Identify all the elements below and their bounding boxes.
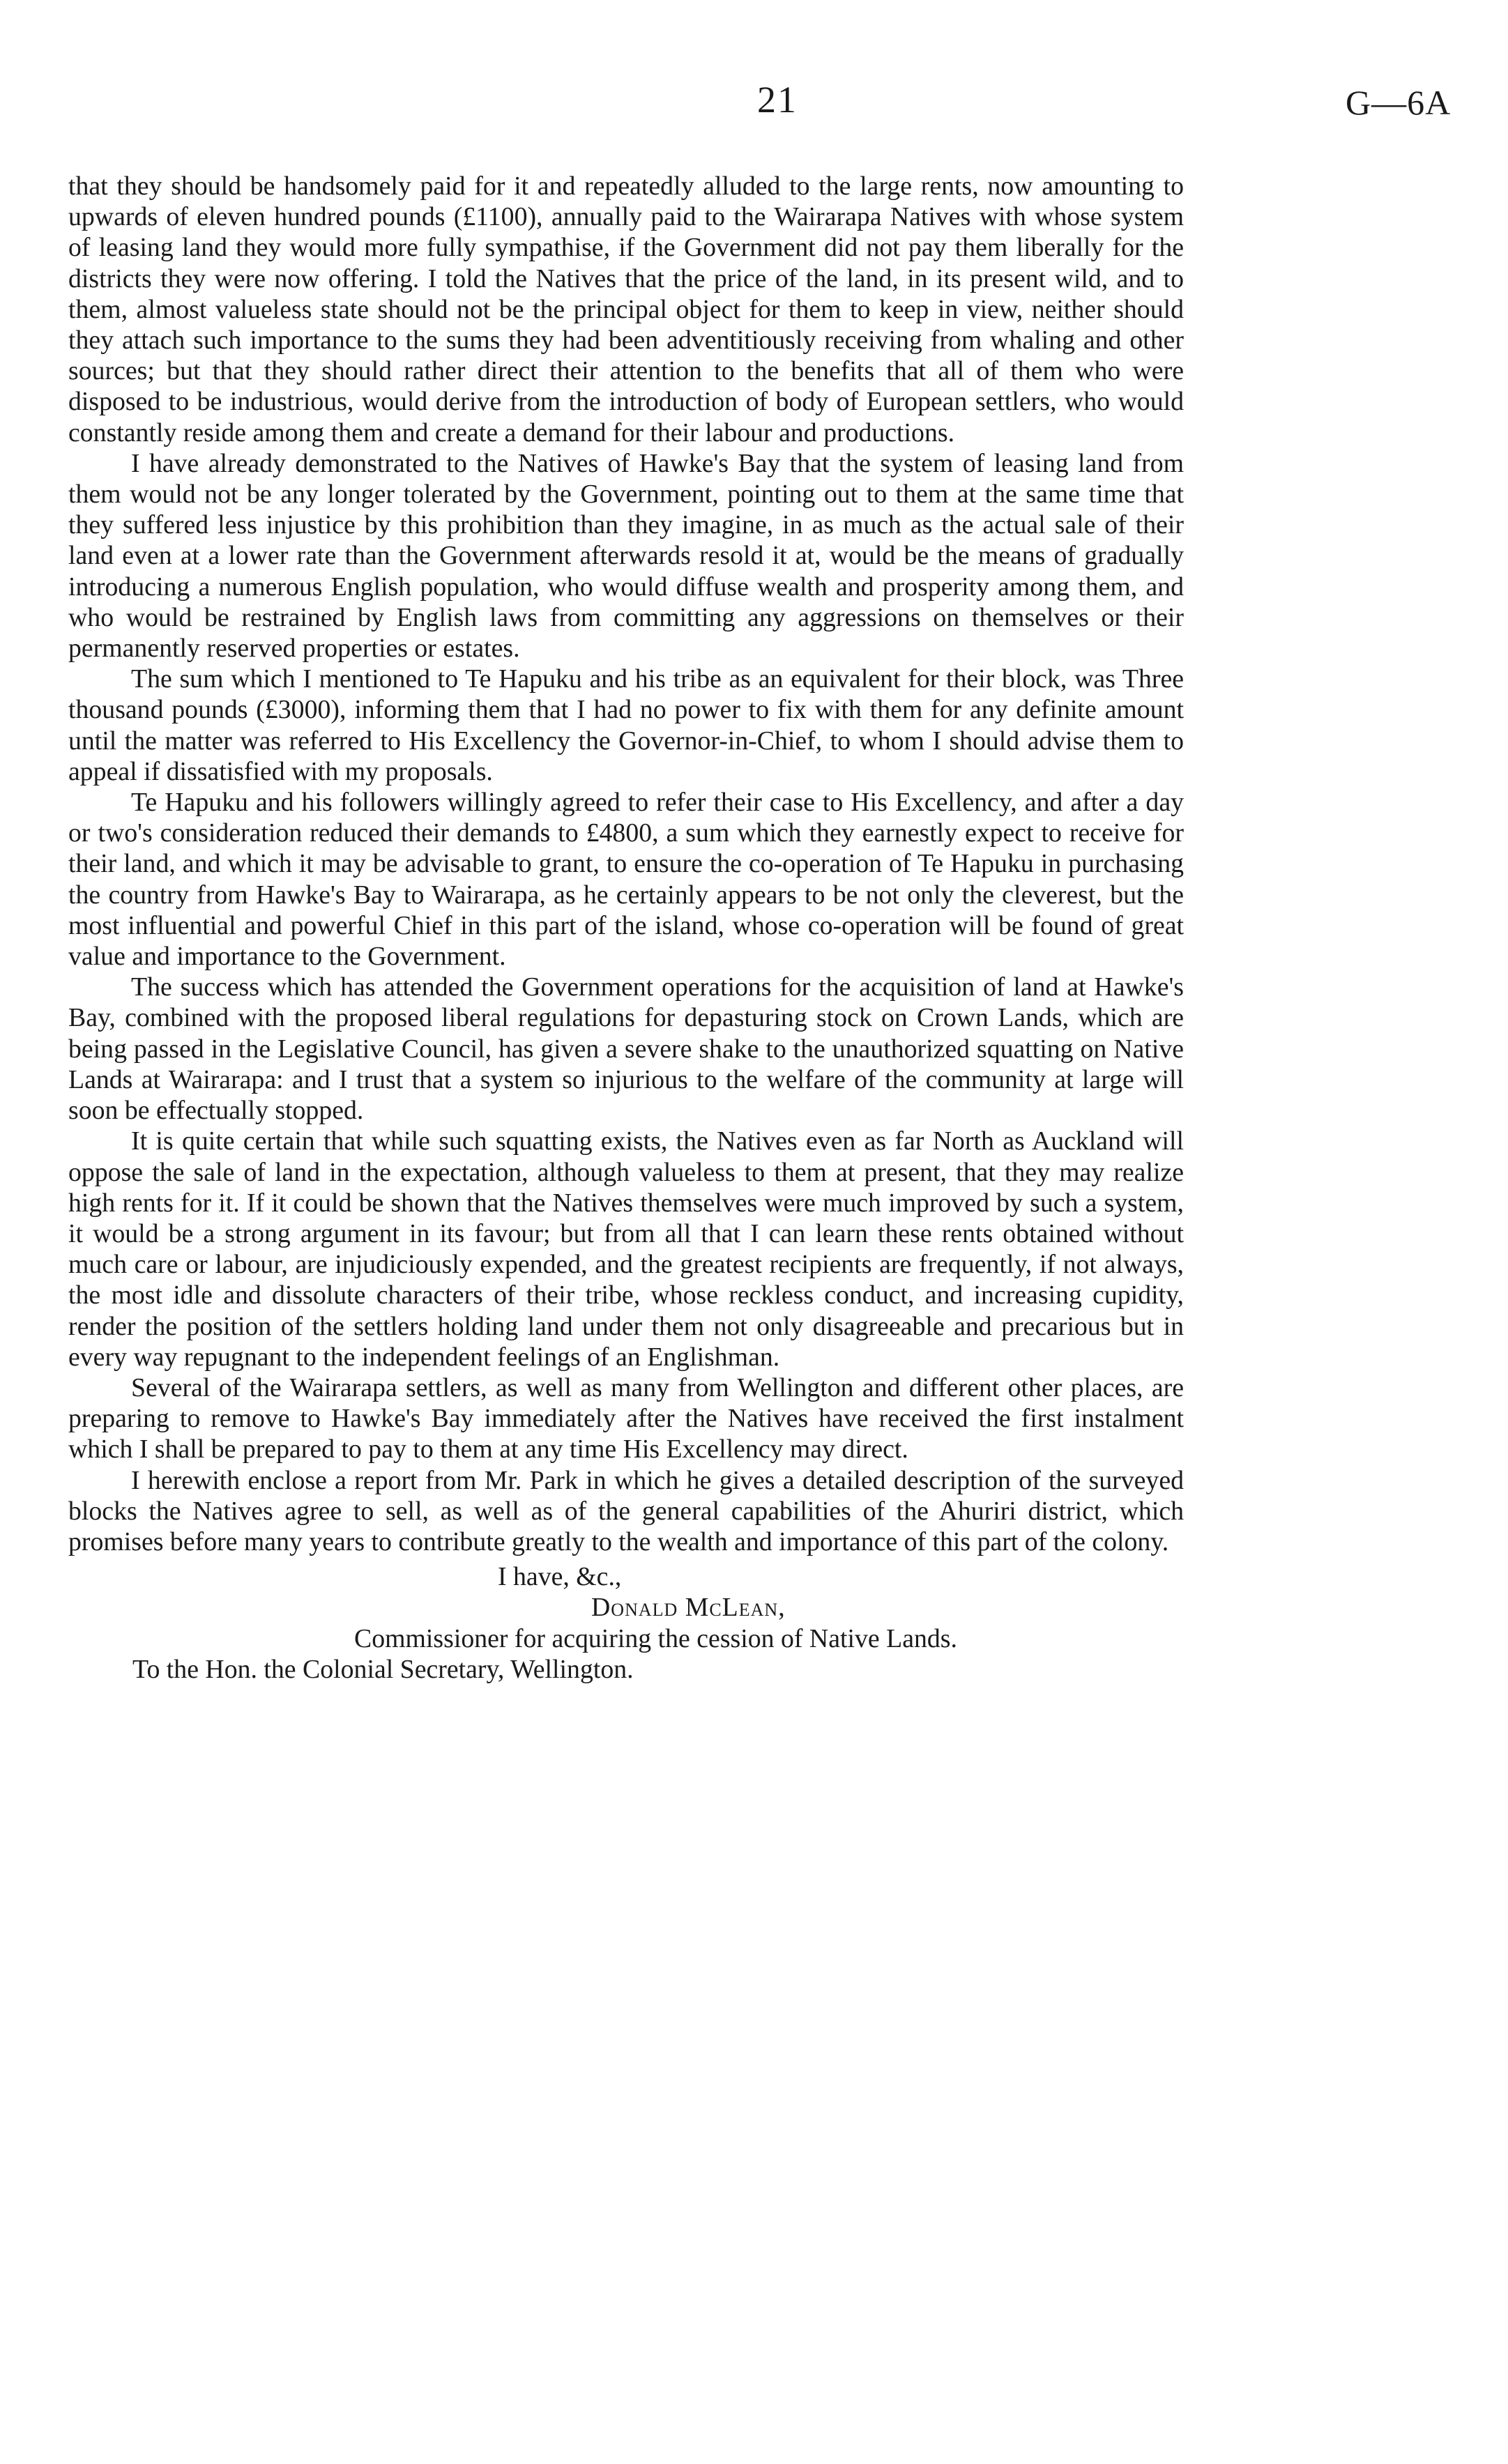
paragraph: Te Hapuku and his followers willingly agreed to refer their case to His Excellency, and after a day or two's consideration reduced their demands to £4800, a sum which they earnestly expect to receive for their land, and which it may be advisable to grant, to ensure the co-operation of Te Hapuku in purchasing the country from Hawke's Bay to Wairarapa, as he certainly appears to be not only the cleverest, but the most influential and powerful Chief in this part of the island, whose co-operation will be found of great value and importance to the Government.	[68, 788, 1184, 972]
addressee: To the Hon. the Colonial Secretary, Wellington.	[132, 1654, 634, 1684]
signatory-title: Commissioner for acquiring the cession of Native Lands.	[354, 1623, 957, 1653]
page-reference: G—6A	[1346, 83, 1452, 122]
closing-regards: I have, &c.,	[498, 1562, 622, 1592]
paragraph: It is quite certain that while such squatting exists, the Natives even as far North as Auckland will oppose the sale of land in the expectation, although valueless to them at present, that they may realize high rents for it. If it could be shown that the Natives themselves were much improved by such a system, it would be a strong argument in its favour; but from all that I can learn these rents obtained without much care or labour, are injudiciously expended, and the greatest recipients are frequently, if not always, the most idle and dissolute characters of their tribe, whose reckless conduct, and increasing cupidity, render the position of the settlers holding land under them not only disagreeable and precarious but in every way repugnant to the independent feelings of an Englishman.	[68, 1126, 1184, 1372]
paragraph: The success which has attended the Government operations for the acquisition of land at Hawke's Bay, combined with the proposed liberal regulations for depasturing stock on Crown Lands, which are being passed in the Legislative Council, has given a severe shake to the unauthorized squatting on Native Lands at Wairarapa: and I trust that a system so injurious to the welfare of the community at large will soon be effectually stopped.	[68, 972, 1184, 1126]
paragraph: that they should be handsomely paid for it and repeatedly alluded to the large rents, now amounting to upwards of eleven hundred pounds (£1100), annually paid to the Wairarapa Natives with whose system of leasing land they would more fully sympathise, if the Government did not pay them liberally for the districts they were now offering. I told the Natives that the price of the land, in its present wild, and to them, almost valueless state should not be the principal object for them to keep in view, neither should they attach such importance to the sums they had been adventitiously receiving from whaling and other sources; but that they should rather direct their attention to the benefits that all of them who were disposed to be industrious, would derive from the introduction of body of European settlers, who would constantly reside among them and create a demand for their labour and productions.	[68, 171, 1184, 447]
letter-body	[68, 171, 1184, 1685]
paragraph: I have already demonstrated to the Natives of Hawke's Bay that the system of leasing land from them would not be any longer tolerated by the Government, pointing out to them at the same time that they suffered less injustice by this prohibition than they imagine, in as much as the actual sale of their land even at a lower rate than the Government afterwards resold it at, would be the means of gradually introducing a numerous English population, who would diffuse wealth and prosperity among them, and who would be restrained by English laws from committing any aggressions on themselves or their permanently reserved properties or estates.	[68, 448, 1184, 664]
paragraph: The sum which I mentioned to Te Hapuku and his tribe as an equivalent for their block, was Three thousand pounds (£3000), informing them that I had no power to fix with them for any definite amount until the matter was referred to His Excellency the Governor-in-Chief, to whom I should advise them to appeal if dissatisfied with my proposals.	[68, 664, 1184, 786]
paragraph: Several of the Wairarapa settlers, as well as many from Wellington and different other places, are preparing to remove to Hawke's Bay immediately after the Natives have received the first instalment which I shall be prepared to pay to them at any time His Excellency may direct.	[68, 1372, 1184, 1464]
letter-closing	[68, 1561, 1184, 1685]
paragraph: I herewith enclose a report from Mr. Park in which he gives a detailed description of the surveyed blocks the Natives agree to sell, as well as of the general capabilities of the Ahuriri district, which promises before many years to contribute greatly to the wealth and importance of this part of the colony.	[68, 1465, 1184, 1556]
page-number: 21	[757, 79, 798, 121]
signature: Donald McLean,	[591, 1593, 786, 1623]
